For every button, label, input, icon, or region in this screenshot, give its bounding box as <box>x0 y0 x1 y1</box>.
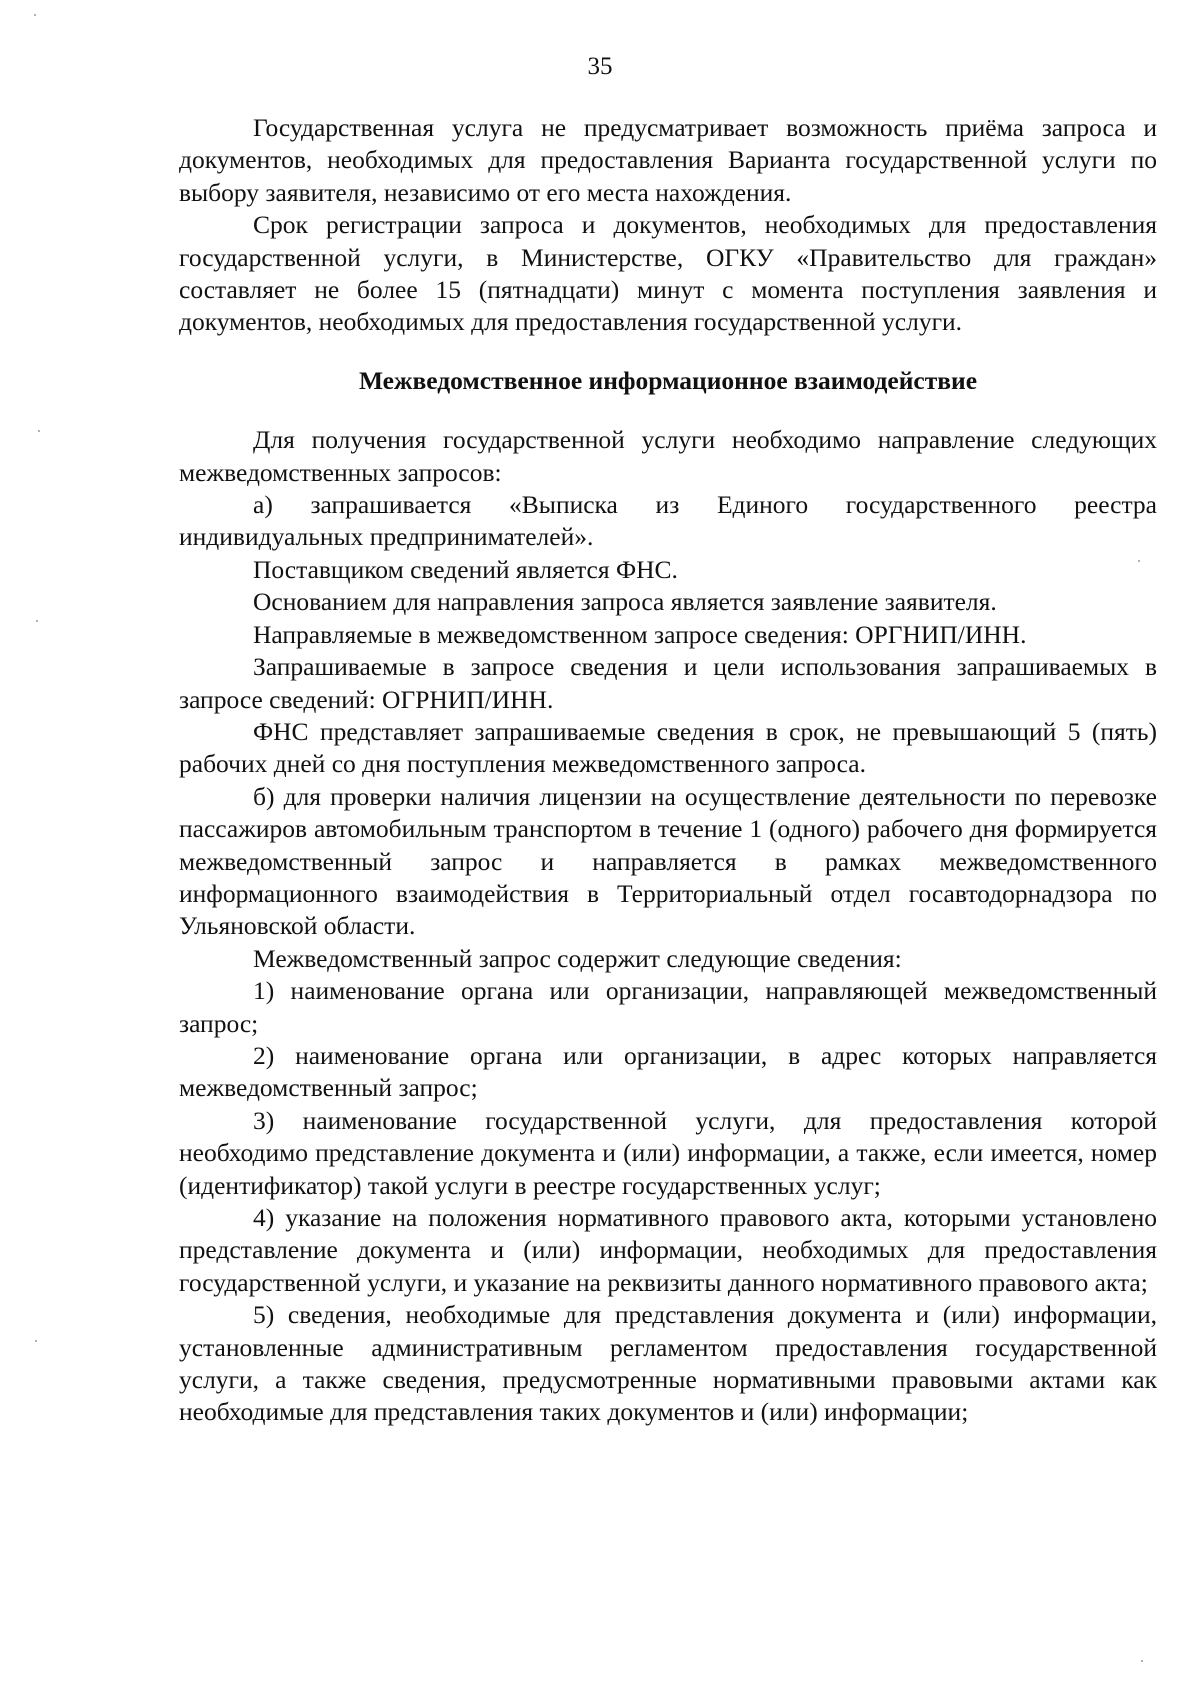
scan-speck <box>38 430 40 432</box>
page-number: 35 <box>587 53 613 80</box>
paragraph: Государственная услуга не предусматривает возможность приёма запроса и документов, необходимых для предоставления Варианта государственной услуги по выбору заявителя, независимо от его места нахождения. <box>179 113 1157 207</box>
paragraph: ФНС представляет запрашиваемые сведения в срок, не превышающий 5 (пять) рабочих дней со дня поступления межведомственного запроса. <box>179 716 1157 779</box>
scan-speck <box>36 620 38 622</box>
paragraph: б) для проверки наличия лицензии на осуществление деятельности по перевозке пассажиров автомобильным транспортом в течение 1 (одного) рабочего дня формируется межведомственный запрос и направляется в рамках межведомственного информационного взаимодействия в Территориальный отдел госавтодорнадзора по Ульяновской области. <box>179 781 1157 941</box>
list-item: 1) наименование органа или организации, направляющей межведомственный запрос; <box>179 976 1157 1038</box>
scan-speck <box>34 14 36 16</box>
scan-speck <box>1141 1660 1143 1662</box>
list-item: 3) наименование государственной услуги, для предоставления которой необходимо представление документа и (или) информации, а также, если имеется, номер (идентификатор) такой услуги в реестре государственных услуг; <box>179 1105 1157 1200</box>
paragraph: Запрашиваемые в запросе сведения и цели использования запрашиваемых в запросе сведений: ОГРНИП/ИНН. <box>179 652 1157 714</box>
list-item: 5) сведения, необходимые для представления документа и (или) информации, установленные административным регламентом предоставления государственной услуги, а также сведения, предусмотренные нормативными правовыми актами как необходимые для представления таких документов и (или) информации; <box>179 1300 1157 1427</box>
document-body <box>179 112 1157 1429</box>
paragraph: Для получения государственной услуги необходимо направление следующих межведомственных запросов: <box>179 425 1157 487</box>
scan-speck <box>35 1340 37 1342</box>
scan-speck <box>1138 560 1140 562</box>
paragraph: Поставщиком сведений является ФНС. <box>253 554 678 584</box>
paragraph: Срок регистрации запроса и документов, необходимых для предоставления государственной услуги, в Министерстве, ОГКУ «Правительство для граждан» составляет не более 15 (пятнадцати) минут с момента поступления заявления и документов, необходимых для предоставления государственной услуги. <box>179 210 1157 337</box>
paragraph: а) запрашивается «Выписка из Единого государственного реестра индивидуальных предпринимателей». <box>179 490 1157 552</box>
paragraph: Основанием для направления запроса является заявление заявителя. <box>253 587 997 617</box>
paragraph: Межведомственный запрос содержит следующие сведения: <box>253 943 902 973</box>
section-heading: Межведомственное информационное взаимодействие <box>358 365 978 395</box>
paragraph: Направляемые в межведомственном запросе сведения: ОРГНИП/ИНН. <box>253 619 1027 649</box>
list-item: 4) указание на положения нормативного правового акта, которыми установлено представление документа и (или) информации, необходимых для предоставления государственной услуги, и указание на реквизиты данного нормативного правового акта; <box>179 1203 1157 1297</box>
list-item: 2) наименование органа или организации, в адрес которых направляется межведомственный запрос; <box>179 1040 1157 1103</box>
